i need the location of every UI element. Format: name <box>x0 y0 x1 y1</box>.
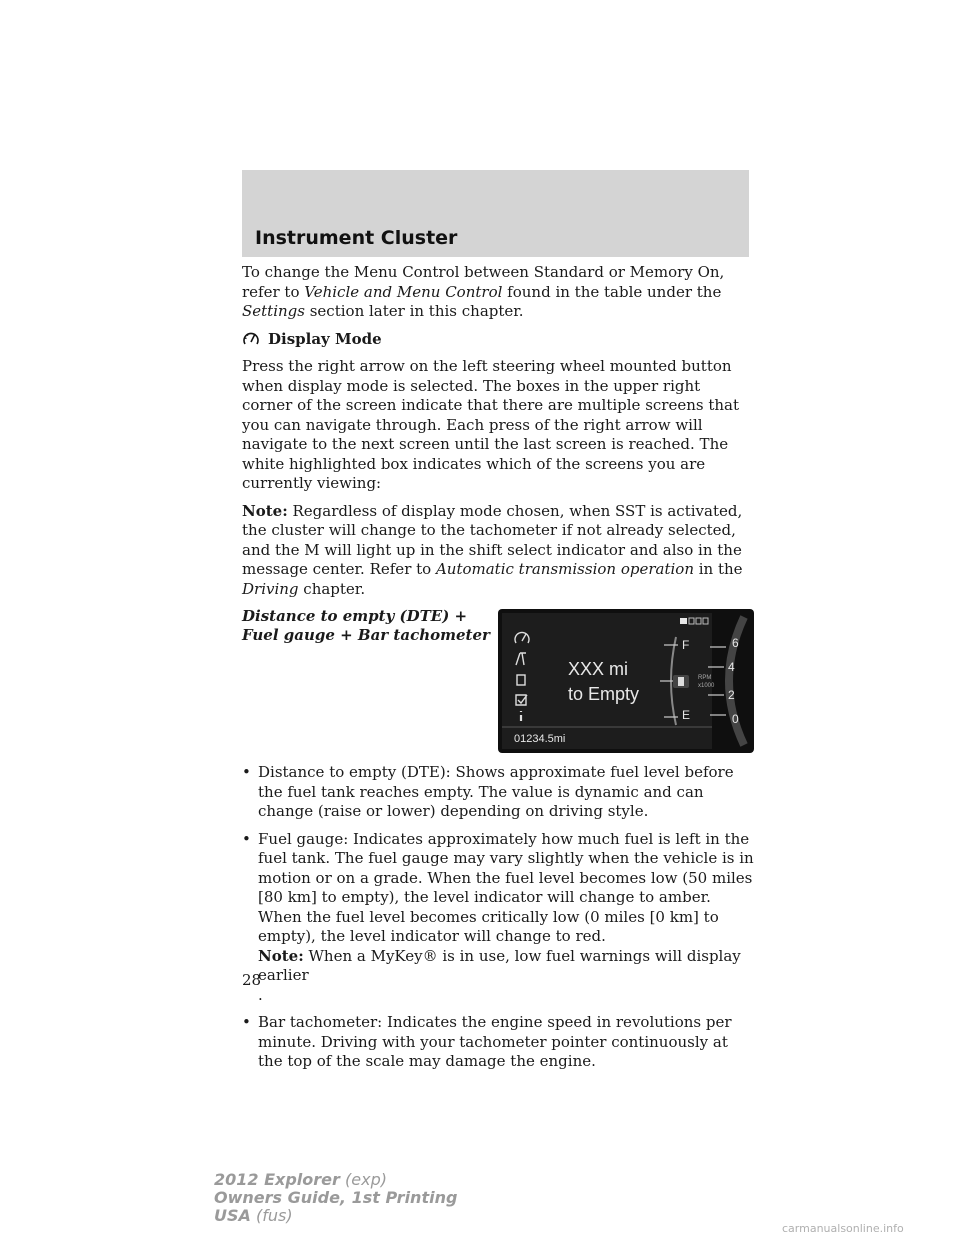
note-label: Note: <box>242 501 288 520</box>
dte-description: Distance to empty (DTE): Shows approximate fuel level before the fuel tank reaches empty. The value is dynamic and can change (raise or lower) depending on driving style. <box>258 763 734 820</box>
section-header <box>242 170 749 257</box>
section-title: Instrument Cluster <box>255 227 458 249</box>
intro-text-3: section later in this chapter. <box>304 302 524 320</box>
mykey-note: When a MyKey® is in use, low fuel warnings will display earlier <box>258 946 741 984</box>
page-number: 28 <box>242 971 262 989</box>
note-tail: . <box>258 985 263 1004</box>
list-item <box>242 1013 754 1072</box>
display-mode-title: Display Mode <box>268 329 382 348</box>
sst-note <box>242 502 754 600</box>
fuel-full-label: F <box>682 638 690 652</box>
tach-tick-4: 4 <box>728 660 735 674</box>
intro-paragraph <box>242 263 754 322</box>
footer-edition: Owners Guide, 1st Printing <box>214 1188 458 1207</box>
rpm-unit: x1000 <box>698 683 715 689</box>
bullet-icon: • <box>242 1013 251 1031</box>
tach-tick-6: 6 <box>732 636 739 650</box>
fuel-pump-icon <box>678 677 684 686</box>
footer-market: USA <box>214 1206 251 1225</box>
watermark: carmanualsonline.info <box>782 1222 904 1235</box>
list-item <box>242 763 754 822</box>
bullet-icon: • <box>242 829 251 848</box>
odometer-reading: 01234.5mi <box>514 733 566 745</box>
tach-tick-0: 0 <box>732 712 739 726</box>
automatic-transmission-ref: Automatic transmission operation <box>435 560 694 578</box>
display-mode-heading <box>242 330 754 350</box>
dte-label: to Empty <box>568 684 640 704</box>
list-item <box>242 830 754 1006</box>
gauge-icon <box>242 330 260 348</box>
rpm-label: RPM <box>698 675 712 681</box>
fuel-empty-label: E <box>682 708 691 722</box>
dte-value: XXX mi <box>568 659 629 679</box>
note-label: Note: <box>258 946 304 965</box>
footer-market-code: (fus) <box>250 1206 293 1225</box>
settings-ref: Settings <box>242 302 305 320</box>
footer-model: 2012 Explorer <box>214 1170 340 1189</box>
cluster-display-illustration <box>498 609 754 753</box>
tachometer-description: Bar tachometer: Indicates the engine speed in revolutions per minute. Driving with your tachometer pointer continuously at the top of the scale may damage the engine. <box>258 1013 732 1070</box>
display-mode-paragraph: Press the right arrow on the left steering wheel mounted button when display mode is selected. The boxes in the upper right corner of the screen indicate that there are multiple screens that you can navigate through. Each press of the right arrow will navigate to the next screen until the last screen is reached. The white highlighted box indicates which of the screens you are currently viewing: <box>242 357 740 492</box>
dte-subheading: Distance to empty (DTE) + Fuel gauge + Bar tachometer <box>242 607 490 644</box>
feature-list <box>242 763 754 1072</box>
footer-model-code: (exp) <box>339 1170 387 1189</box>
vehicle-menu-control-ref: Vehicle and Menu Control <box>304 282 503 301</box>
intro-text-2: found in the table under the <box>502 282 722 301</box>
note-text-3: chapter. <box>298 579 366 598</box>
tach-tick-2: 2 <box>728 688 735 702</box>
fuel-gauge-text: Fuel gauge: Indicates approximately how much fuel is left in the fuel tank. The fuel gauge may vary slightly when the vehicle is in motion or on a grade. When the fuel level becomes low (50 miles [80 km] to empty), the level indicator will change to amber. When the fuel level becomes critically low (0 miles [0 km] to empty), the level indicator will change to red. <box>258 829 754 945</box>
note-text: Regardless of display mode chosen, when SST is activated, the cluster will change to the tachometer if not already selected, and the M will light up in the shift select indicator and also in the message center. Refer to <box>242 501 743 578</box>
cluster-row <box>242 607 754 753</box>
fuel-gauge-description <box>258 830 754 1006</box>
note-text-2: in the <box>693 560 743 578</box>
driving-ref: Driving <box>242 579 299 598</box>
intro-text: To change the Menu Control between Standard or Memory On, refer to <box>242 263 725 301</box>
page-content <box>242 263 754 1080</box>
bullet-icon: • <box>242 763 251 781</box>
print-footer <box>214 1171 457 1225</box>
